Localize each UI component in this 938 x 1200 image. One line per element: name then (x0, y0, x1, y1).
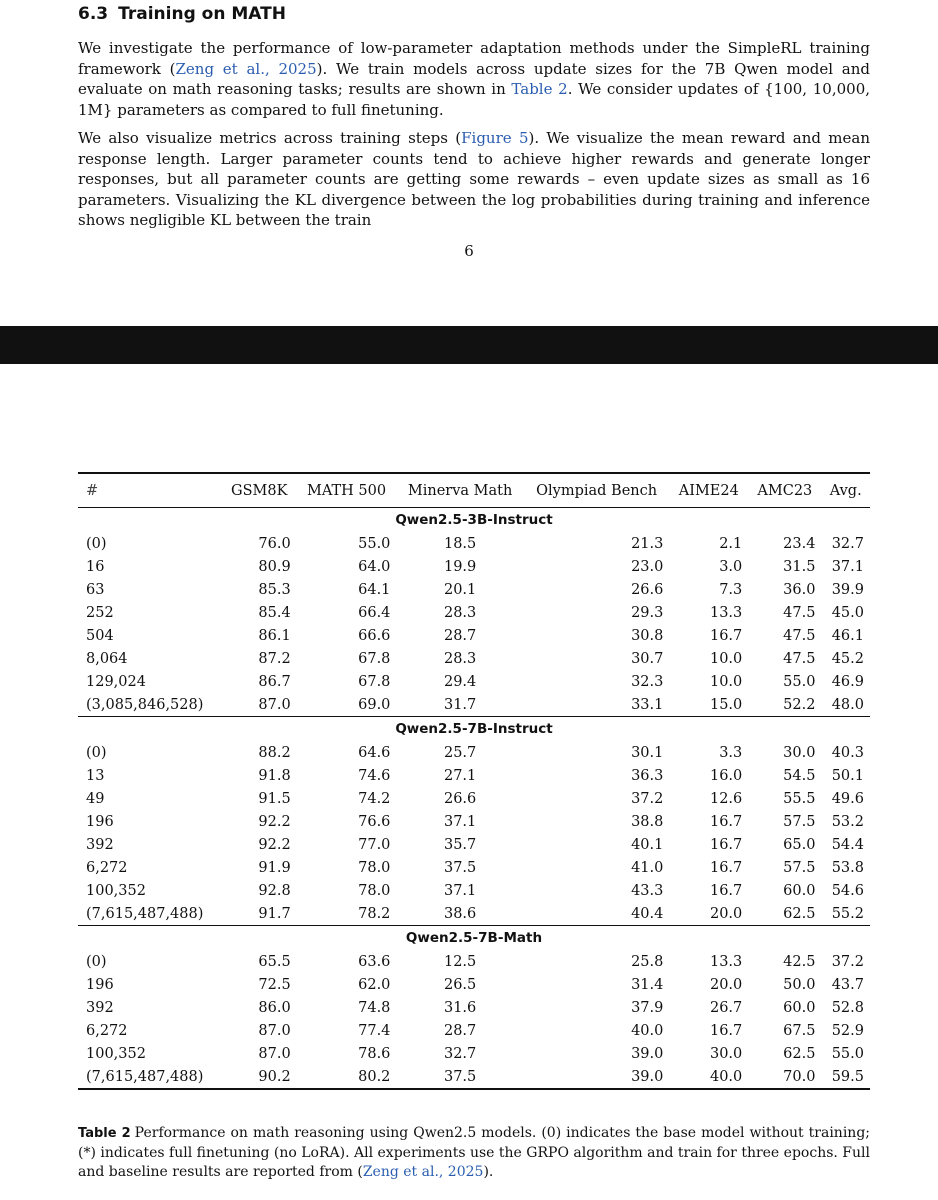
cell-param: 129,024 (86, 673, 146, 690)
cell-olympiad: 40.0 (631, 1022, 664, 1039)
cell-math500: 74.6 (358, 767, 391, 784)
table-row (78, 578, 870, 601)
cell-minerva: 26.5 (443, 976, 477, 993)
table-row (78, 879, 870, 902)
paragraph-text: We also visualize metrics across training steps ( (78, 129, 462, 147)
table-row (78, 833, 870, 856)
cell-avg: 50.1 (831, 767, 864, 784)
cell-amc23: 57.5 (783, 859, 816, 876)
cell-avg: 45.2 (831, 650, 864, 667)
cell-olympiad: 32.3 (631, 673, 664, 690)
cell-amc23: 70.0 (748, 1065, 821, 1089)
cell-amc23: 55.5 (783, 790, 816, 807)
header-aime24: AIME24 (669, 473, 748, 508)
cell-minerva: 38.6 (443, 905, 477, 922)
cell-param: 100,352 (86, 882, 146, 899)
cell-math500: 64.6 (358, 744, 391, 761)
cell-math500: 78.2 (358, 905, 391, 922)
cell-gsm8k: 80.9 (258, 558, 291, 575)
cell-olympiad: 26.6 (631, 581, 664, 598)
cell-amc23: 55.0 (783, 673, 816, 690)
cell-gsm8k: 92.8 (258, 882, 291, 899)
cell-gsm8k: 86.0 (258, 999, 291, 1016)
page-number: 6 (464, 242, 474, 260)
cell-math500: 67.8 (358, 673, 391, 690)
cell-param: 100,352 (86, 1045, 146, 1062)
table-row (78, 902, 870, 926)
cell-olympiad: 39.0 (524, 1065, 670, 1089)
cell-avg: 43.7 (831, 976, 864, 993)
cell-aime24: 15.0 (709, 696, 743, 713)
cell-amc23: 47.5 (783, 627, 816, 644)
cell-minerva: 26.6 (443, 790, 477, 807)
cell-aime24: 26.7 (709, 999, 743, 1016)
cell-aime24: 16.7 (709, 627, 743, 644)
cell-math500: 78.6 (358, 1045, 391, 1062)
cell-amc23: 36.0 (783, 581, 816, 598)
cell-gsm8k: 85.3 (258, 581, 291, 598)
cell-param: (7,615,487,488) (78, 1065, 222, 1089)
cell-aime24: 16.7 (709, 836, 743, 853)
cell-avg: 49.6 (831, 790, 864, 807)
cell-minerva: 28.3 (443, 650, 477, 667)
cell-aime24: 12.6 (709, 790, 743, 807)
cell-minerva: 28.3 (443, 604, 477, 621)
table-row (78, 624, 870, 647)
cell-avg: 45.0 (831, 604, 864, 621)
cell-olympiad: 30.7 (631, 650, 664, 667)
cell-olympiad: 25.8 (631, 953, 664, 970)
table-row (78, 787, 870, 810)
cell-minerva: 32.7 (443, 1045, 477, 1062)
cell-math500: 74.2 (358, 790, 391, 807)
cell-avg: 55.0 (831, 1045, 864, 1062)
header-avg: Avg. (821, 473, 870, 508)
cell-math500: 67.8 (358, 650, 391, 667)
cell-aime24: 7.3 (719, 581, 743, 598)
group-title: Qwen2.5-7B-Instruct (78, 717, 870, 742)
section-heading (78, 4, 286, 24)
cell-aime24: 10.0 (709, 673, 743, 690)
cell-amc23: 54.5 (783, 767, 816, 784)
cell-aime24: 2.1 (719, 535, 743, 552)
cell-param: (0) (86, 744, 107, 761)
cell-math500: 76.6 (358, 813, 391, 830)
cell-olympiad: 38.8 (631, 813, 664, 830)
cell-aime24: 16.7 (709, 859, 743, 876)
cell-param: 16 (86, 558, 105, 575)
cell-minerva: 20.1 (443, 581, 477, 598)
cell-avg: 55.2 (831, 905, 864, 922)
table-row (78, 856, 870, 879)
table-row (78, 693, 870, 717)
paragraph-simplerl (78, 38, 870, 120)
paragraph-text: ). We train models across update sizes for the 7B Qwen model and evaluate on math reasoning tasks; results are shown in (78, 59, 870, 98)
cell-minerva: 29.4 (443, 673, 477, 690)
cell-amc23: 62.5 (783, 905, 816, 922)
cell-amc23: 47.5 (783, 650, 816, 667)
cell-amc23: 57.5 (783, 813, 816, 830)
cell-minerva: 37.5 (396, 1065, 523, 1089)
cell-math500: 66.4 (358, 604, 391, 621)
cell-minerva: 37.1 (443, 882, 477, 899)
cell-olympiad: 30.8 (631, 627, 664, 644)
cell-param: (0) (86, 535, 107, 552)
cell-amc23: 65.0 (783, 836, 816, 853)
cell-gsm8k: 72.5 (258, 976, 291, 993)
cell-gsm8k: 91.7 (258, 905, 291, 922)
cell-olympiad: 39.0 (631, 1045, 664, 1062)
header-params: # (78, 473, 222, 508)
cell-param: 49 (86, 790, 105, 807)
cell-gsm8k: 91.9 (258, 859, 291, 876)
cell-amc23: 52.2 (783, 696, 816, 713)
cell-minerva: 31.6 (443, 999, 477, 1016)
cell-amc23: 30.0 (783, 744, 816, 761)
section-number: 6.3 (78, 4, 109, 24)
cell-olympiad: 36.3 (631, 767, 664, 784)
cell-math500: 77.0 (358, 836, 391, 853)
cell-gsm8k: 85.4 (258, 604, 291, 621)
cell-gsm8k: 86.7 (258, 673, 291, 690)
group-header-row (78, 508, 870, 533)
cell-param: 196 (86, 976, 114, 993)
cell-aime24: 13.3 (709, 604, 743, 621)
cell-avg: 46.9 (831, 673, 864, 690)
cell-minerva: 35.7 (443, 836, 477, 853)
cell-gsm8k: 87.0 (258, 696, 291, 713)
table-row (78, 973, 870, 996)
table-group (78, 508, 870, 717)
cell-math500: 62.0 (358, 976, 391, 993)
cell-gsm8k: 86.1 (258, 627, 291, 644)
cell-minerva: 28.7 (443, 627, 477, 644)
cell-gsm8k: 65.5 (258, 953, 291, 970)
cell-amc23: 42.5 (783, 953, 816, 970)
cell-param: 63 (86, 581, 105, 598)
cell-param: (0) (86, 953, 107, 970)
cell-gsm8k: 87.2 (258, 650, 291, 667)
cell-olympiad: 41.0 (631, 859, 664, 876)
cell-aime24: 3.0 (719, 558, 743, 575)
cell-math500: 78.0 (358, 859, 391, 876)
table-2-link[interactable]: Table 2 (511, 80, 568, 98)
cell-param: 392 (86, 999, 114, 1016)
cell-param: (3,085,846,528) (86, 696, 204, 713)
table-group (78, 926, 870, 1090)
caption-text: ). (483, 1164, 494, 1180)
cell-avg: 59.5 (821, 1065, 870, 1089)
caption-text: Performance on math reasoning using Qwen2.5 models. (0) indicates the base model without training; (*) indicates full finetuning (no LoRA). All experiments use the GRPO algorithm and train for three epochs. Full and baseline results are reported from ( (78, 1125, 870, 1180)
table-row (78, 601, 870, 624)
cell-aime24: 16.0 (709, 767, 743, 784)
cell-minerva: 37.1 (443, 813, 477, 830)
cell-gsm8k: 91.5 (258, 790, 291, 807)
group-title: Qwen2.5-3B-Instruct (78, 508, 870, 533)
cell-math500: 69.0 (358, 696, 391, 713)
cell-amc23: 67.5 (783, 1022, 816, 1039)
cell-math500: 64.0 (358, 558, 391, 575)
cell-minerva: 12.5 (443, 953, 477, 970)
cell-amc23: 23.4 (783, 535, 816, 552)
table-row (78, 532, 870, 555)
cell-aime24: 40.0 (669, 1065, 748, 1089)
cell-avg: 37.2 (831, 953, 864, 970)
table-group (78, 717, 870, 926)
cell-minerva: 19.9 (443, 558, 477, 575)
cell-gsm8k: 92.2 (258, 836, 291, 853)
group-title: Qwen2.5-7B-Math (78, 926, 870, 951)
cell-olympiad: 40.4 (631, 905, 664, 922)
header-olympiad: Olympiad Bench (524, 473, 670, 508)
cell-param: 13 (86, 767, 105, 784)
table-header-row (78, 473, 870, 508)
cell-gsm8k: 92.2 (258, 813, 291, 830)
cell-amc23: 31.5 (783, 558, 816, 575)
paragraph-metrics (78, 128, 870, 231)
cell-avg: 52.9 (831, 1022, 864, 1039)
table-row (78, 647, 870, 670)
cell-avg: 39.9 (831, 581, 864, 598)
cell-param: 6,272 (86, 1022, 128, 1039)
cell-olympiad: 37.2 (631, 790, 664, 807)
cell-olympiad: 37.9 (631, 999, 664, 1016)
cell-aime24: 16.7 (709, 813, 743, 830)
cell-minerva: 37.5 (443, 859, 477, 876)
table-row (78, 810, 870, 833)
cell-aime24: 20.0 (709, 905, 743, 922)
cell-avg: 53.2 (831, 813, 864, 830)
cell-math500: 74.8 (358, 999, 391, 1016)
cell-math500: 55.0 (358, 535, 391, 552)
citation-link-zeng[interactable]: Zeng et al., 2025 (175, 59, 317, 78)
cell-avg: 53.8 (831, 859, 864, 876)
cell-avg: 40.3 (831, 744, 864, 761)
cell-olympiad: 30.1 (631, 744, 664, 761)
cell-math500: 66.6 (358, 627, 391, 644)
cell-avg: 54.4 (831, 836, 864, 853)
table-row (78, 555, 870, 578)
caption-label: Table 2 (78, 1126, 131, 1141)
cell-gsm8k: 87.0 (258, 1022, 291, 1039)
cell-minerva: 25.7 (443, 744, 477, 761)
table-row (78, 670, 870, 693)
cell-avg: 48.0 (831, 696, 864, 713)
cell-olympiad: 21.3 (631, 535, 664, 552)
cell-aime24: 16.7 (709, 882, 743, 899)
figure-5-link[interactable]: Figure 5 (461, 129, 529, 147)
paragraph-text: ). We visualize the mean reward and mean response length. Larger parameter counts tend to achieve higher rewards and generate longer responses, but all parameter counts are getting some rewards – even update sizes as small as 16 parameters. Visualizing the KL divergence between the log probabilities during training and inference shows negligible KL between the train (78, 129, 870, 229)
cell-aime24: 30.0 (709, 1045, 743, 1062)
citation-link-zeng-caption[interactable]: Zeng et al., 2025 (362, 1164, 484, 1180)
results-table (78, 472, 870, 1090)
group-header-row (78, 717, 870, 742)
cell-aime24: 13.3 (709, 953, 743, 970)
cell-olympiad: 43.3 (631, 882, 664, 899)
cell-minerva: 28.7 (443, 1022, 477, 1039)
cell-gsm8k: 91.8 (258, 767, 291, 784)
cell-amc23: 60.0 (783, 882, 816, 899)
table-row (78, 1065, 870, 1089)
cell-amc23: 47.5 (783, 604, 816, 621)
cell-gsm8k: 90.2 (222, 1065, 297, 1089)
table-row (78, 741, 870, 764)
cell-amc23: 62.5 (783, 1045, 816, 1062)
table-row (78, 996, 870, 1019)
cell-amc23: 60.0 (783, 999, 816, 1016)
cell-math500: 80.2 (297, 1065, 397, 1089)
table-row (78, 1042, 870, 1065)
cell-gsm8k: 88.2 (258, 744, 291, 761)
cell-param: 504 (86, 627, 114, 644)
cell-param: 8,064 (86, 650, 128, 667)
header-minerva: Minerva Math (396, 473, 523, 508)
cell-param: 392 (86, 836, 114, 853)
cell-aime24: 3.3 (719, 744, 743, 761)
cell-olympiad: 29.3 (631, 604, 664, 621)
cell-aime24: 16.7 (709, 1022, 743, 1039)
header-amc23: AMC23 (748, 473, 821, 508)
cell-gsm8k: 87.0 (258, 1045, 291, 1062)
cell-param: 196 (86, 813, 114, 830)
cell-avg: 37.1 (831, 558, 864, 575)
cell-avg: 54.6 (831, 882, 864, 899)
cell-param: 252 (86, 604, 114, 621)
cell-avg: 46.1 (831, 627, 864, 644)
cell-math500: 63.6 (358, 953, 391, 970)
section-title: Training on MATH (118, 4, 286, 24)
cell-avg: 52.8 (831, 999, 864, 1016)
table-row (78, 950, 870, 973)
cell-olympiad: 31.4 (631, 976, 664, 993)
group-header-row (78, 926, 870, 951)
cell-math500: 77.4 (358, 1022, 391, 1039)
cell-aime24: 20.0 (709, 976, 743, 993)
cell-avg: 32.7 (831, 535, 864, 552)
cell-aime24: 10.0 (709, 650, 743, 667)
cell-math500: 64.1 (358, 581, 391, 598)
cell-param: (7,615,487,488) (86, 905, 204, 922)
header-math500: MATH 500 (297, 473, 397, 508)
cell-amc23: 50.0 (783, 976, 816, 993)
paragraph-text: We investigate the performance of low-parameter adaptation methods under the SimpleRL training framework ( (78, 39, 870, 78)
cell-param: 6,272 (86, 859, 128, 876)
cell-olympiad: 33.1 (631, 696, 664, 713)
page-divider-band (0, 326, 938, 364)
cell-minerva: 27.1 (443, 767, 477, 784)
cell-minerva: 18.5 (443, 535, 477, 552)
cell-minerva: 31.7 (443, 696, 477, 713)
table-caption (78, 1124, 870, 1183)
header-gsm8k: GSM8K (222, 473, 297, 508)
table-row (78, 1019, 870, 1042)
cell-gsm8k: 76.0 (258, 535, 291, 552)
cell-olympiad: 40.1 (631, 836, 664, 853)
cell-math500: 78.0 (358, 882, 391, 899)
table-row (78, 764, 870, 787)
cell-olympiad: 23.0 (631, 558, 664, 575)
paragraph-text: . We consider updates of {100, 10,000, 1M} parameters as compared to full finetuning. (78, 80, 871, 119)
